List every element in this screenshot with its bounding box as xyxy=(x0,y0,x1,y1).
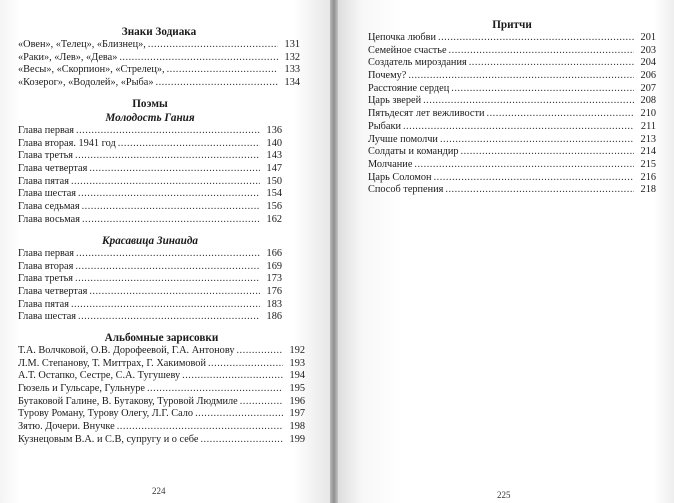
toc-entry-title: Глава шестая xyxy=(18,311,77,323)
toc-entry xyxy=(18,39,300,52)
dot-leader xyxy=(71,299,260,312)
poems-section xyxy=(18,97,282,227)
toc-entry xyxy=(18,299,282,312)
toc-entry xyxy=(18,52,300,65)
dot-leader xyxy=(423,95,634,108)
dot-leader xyxy=(117,421,283,434)
toc-entry-title: «Овен», «Телец», «Близнец», xyxy=(18,39,146,50)
parables-section xyxy=(368,18,656,197)
toc-entry-page: 204 xyxy=(640,57,656,69)
toc-entry-page: 147 xyxy=(266,163,282,175)
dot-leader xyxy=(236,345,283,358)
toc-entry xyxy=(18,176,282,189)
toc-entry xyxy=(368,45,656,58)
dot-leader xyxy=(445,184,634,197)
toc-entry xyxy=(18,77,300,90)
toc-entry-page: 131 xyxy=(284,39,300,50)
toc-entry xyxy=(18,125,282,138)
toc-entry-page: 215 xyxy=(640,158,656,170)
toc-entry xyxy=(18,311,282,324)
dot-leader xyxy=(76,125,260,138)
toc-entry-title: Глава пятая xyxy=(18,175,69,187)
toc-entry xyxy=(18,286,282,299)
toc-entry xyxy=(18,248,282,261)
toc-entry-title: Т.А. Волчковой, О.В. Дорофеевой, Г.А. Антонову xyxy=(18,345,235,356)
toc-entry-title: «Козерог», «Водолей», «Рыба» xyxy=(18,77,154,89)
toc-entry xyxy=(368,159,656,172)
section-title: Поэмы xyxy=(132,98,168,110)
toc-entry xyxy=(18,434,305,447)
toc-entry-page: 183 xyxy=(266,298,282,310)
toc-entry-title: Глава седьмая xyxy=(18,201,80,213)
dot-leader xyxy=(148,39,278,52)
page-number: 225 xyxy=(497,490,511,500)
toc-entry-page: 195 xyxy=(289,383,305,395)
toc-entry-title: Способ терпения xyxy=(368,184,444,196)
toc-entry xyxy=(368,70,656,83)
toc-entry xyxy=(368,146,656,159)
toc-entry-page: 162 xyxy=(266,213,282,225)
toc-entry-page: 150 xyxy=(266,175,282,187)
toc-entry-page: 208 xyxy=(640,95,656,107)
toc-entry-title: Лучше помолчи xyxy=(368,133,438,145)
dot-leader xyxy=(195,408,283,421)
toc-entry xyxy=(18,163,282,176)
toc-list xyxy=(368,32,656,197)
toc-entry-page: 169 xyxy=(266,260,282,272)
toc-entry-page: 134 xyxy=(284,77,300,89)
toc-entry xyxy=(18,408,305,421)
toc-entry-title: Глава пятая xyxy=(18,298,69,310)
toc-entry xyxy=(18,261,282,274)
dot-leader xyxy=(438,32,634,45)
dot-leader xyxy=(403,121,634,134)
toc-entry-title: Солдаты и командир xyxy=(368,146,459,158)
toc-list xyxy=(18,125,282,227)
toc-entry xyxy=(368,32,656,45)
section-subtitle: Молодость Гания xyxy=(105,112,195,124)
dot-leader xyxy=(461,146,635,159)
toc-entry-page: 196 xyxy=(289,395,305,407)
toc-entry xyxy=(368,121,656,134)
zodiac-section xyxy=(18,25,300,90)
toc-entry-title: Пятьдесят лет вежливости xyxy=(368,108,485,120)
toc-entry xyxy=(18,150,282,163)
dot-leader xyxy=(449,45,634,58)
toc-entry-page: 210 xyxy=(640,108,656,120)
toc-entry-title: Глава четвертая xyxy=(18,286,88,298)
toc-entry-title: Глава вторая. 1941 год xyxy=(18,137,116,149)
dot-leader xyxy=(75,273,260,286)
dot-leader xyxy=(200,434,283,447)
dot-leader xyxy=(78,311,260,324)
toc-entry-page: 143 xyxy=(266,150,282,162)
toc-entry-title: Молчание xyxy=(368,158,413,170)
toc-entry xyxy=(368,172,656,185)
dot-leader xyxy=(78,188,260,201)
toc-entry-page: 194 xyxy=(289,370,305,382)
dot-leader xyxy=(71,176,260,189)
toc-entry-page: 132 xyxy=(284,51,300,63)
toc-entry-page: 216 xyxy=(640,171,656,183)
toc-entry xyxy=(18,188,282,201)
toc-entry xyxy=(368,95,656,108)
toc-entry-page: 140 xyxy=(266,137,282,149)
toc-entry-page: 156 xyxy=(266,201,282,213)
toc-entry xyxy=(18,396,305,409)
toc-entry xyxy=(18,370,305,383)
toc-entry-title: Глава первая xyxy=(18,248,75,259)
zinaida-section xyxy=(18,234,282,324)
toc-entry-page: 192 xyxy=(289,345,305,356)
dot-leader xyxy=(89,286,260,299)
dot-leader xyxy=(182,370,283,383)
toc-entry-page: 193 xyxy=(289,357,305,369)
dot-leader xyxy=(208,358,283,371)
toc-entry xyxy=(18,358,305,371)
toc-entry-page: 211 xyxy=(640,120,656,132)
dot-leader xyxy=(469,57,634,70)
section-title: Красавица Зинаида xyxy=(102,235,198,247)
toc-entry-page: 218 xyxy=(640,184,656,196)
dot-leader xyxy=(156,77,279,90)
toc-entry-title: Глава третья xyxy=(18,273,74,285)
toc-entry-page: 166 xyxy=(266,248,282,259)
toc-entry xyxy=(18,201,282,214)
dot-leader xyxy=(240,396,283,409)
toc-entry-page: 214 xyxy=(640,146,656,158)
toc-entry-title: Рыбаки xyxy=(368,120,401,132)
toc-entry xyxy=(368,108,656,121)
toc-entry xyxy=(18,138,282,151)
toc-entry-title: А.Т. Остапко, Сестре, С.А. Тугушеву xyxy=(18,370,181,382)
toc-entry xyxy=(368,134,656,147)
album-section xyxy=(18,331,305,447)
toc-entry-page: 199 xyxy=(289,433,305,445)
dot-leader xyxy=(75,261,260,274)
toc-entry-title: Глава первая xyxy=(18,125,75,136)
toc-entry-title: Почему? xyxy=(368,70,407,82)
toc-entry-title: Царь зверей xyxy=(368,95,422,107)
toc-entry-page: 203 xyxy=(640,44,656,56)
toc-entry-title: Царь Соломон xyxy=(368,171,432,183)
toc-entry-title: Л.М. Степанову, Т. Миттрах, Г. Хакимовой xyxy=(18,357,206,369)
toc-entry-page: 213 xyxy=(640,133,656,145)
dot-leader xyxy=(408,70,634,83)
book-gutter xyxy=(330,0,338,503)
dot-leader xyxy=(82,214,260,227)
toc-entry-page: 198 xyxy=(289,421,305,433)
toc-entry xyxy=(18,421,305,434)
toc-entry-title: Бутаковой Галине, В. Бутакову, Туровой Людмиле xyxy=(18,395,238,407)
dot-leader xyxy=(119,52,278,65)
dot-leader xyxy=(89,163,260,176)
toc-entry-title: Цепочка любви xyxy=(368,32,437,43)
section-title: Альбомные зарисовки xyxy=(104,332,219,344)
dot-leader xyxy=(451,83,634,96)
toc-entry-page: 136 xyxy=(266,125,282,136)
dot-leader xyxy=(147,383,283,396)
dot-leader xyxy=(434,172,634,185)
dot-leader xyxy=(82,201,260,214)
toc-list xyxy=(18,248,282,324)
toc-entry-page: 206 xyxy=(640,70,656,82)
dot-leader xyxy=(167,64,278,77)
dot-leader xyxy=(414,159,634,172)
section-title: Знаки Зодиака xyxy=(121,26,197,38)
toc-entry-page: 173 xyxy=(266,273,282,285)
toc-entry-page: 207 xyxy=(640,82,656,94)
toc-entry-page: 201 xyxy=(640,32,656,43)
toc-entry-title: Глава четвертая xyxy=(18,163,88,175)
toc-entry-page: 186 xyxy=(266,311,282,323)
toc-entry-title: Глава третья xyxy=(18,150,74,162)
toc-entry xyxy=(18,345,305,358)
toc-list xyxy=(18,345,305,447)
page-number: 224 xyxy=(152,486,166,496)
toc-entry xyxy=(18,214,282,227)
toc-entry-title: Создатель мироздания xyxy=(368,57,467,69)
toc-entry-page: 176 xyxy=(266,286,282,298)
dot-leader xyxy=(75,150,260,163)
dot-leader xyxy=(76,248,260,261)
toc-entry-title: «Раки», «Лев», «Дева» xyxy=(18,51,118,63)
toc-entry-title: Гюзель и Гульсаре, Гульнуре xyxy=(18,383,145,395)
dot-leader xyxy=(118,138,260,151)
toc-entry xyxy=(368,57,656,70)
toc-entry xyxy=(18,383,305,396)
toc-entry-title: Расстояние сердец xyxy=(368,82,450,94)
toc-entry-title: Глава восьмая xyxy=(18,213,80,225)
toc-entry-title: Турову Роману, Турову Олегу, Л.Г. Сало xyxy=(18,408,194,420)
toc-entry xyxy=(18,273,282,286)
dot-leader xyxy=(487,108,634,121)
toc-entry xyxy=(368,184,656,197)
toc-entry xyxy=(368,83,656,96)
dot-leader xyxy=(440,134,634,147)
toc-entry-title: Семейное счастье xyxy=(368,44,447,56)
toc-entry-page: 154 xyxy=(266,188,282,200)
toc-entry-page: 133 xyxy=(284,64,300,76)
toc-list xyxy=(18,39,300,90)
toc-entry-title: «Весы», «Скорпион», «Стрелец», xyxy=(18,64,165,76)
toc-entry-page: 197 xyxy=(289,408,305,420)
toc-entry-title: Глава шестая xyxy=(18,188,77,200)
section-title: Притчи xyxy=(492,19,532,31)
toc-entry-title: Кузнецовым В.А. и С.В, супругу и о себе xyxy=(18,433,199,445)
toc-entry xyxy=(18,64,300,77)
toc-entry-title: Зятю. Дочери. Внучке xyxy=(18,421,115,433)
toc-entry-title: Глава вторая xyxy=(18,260,74,272)
